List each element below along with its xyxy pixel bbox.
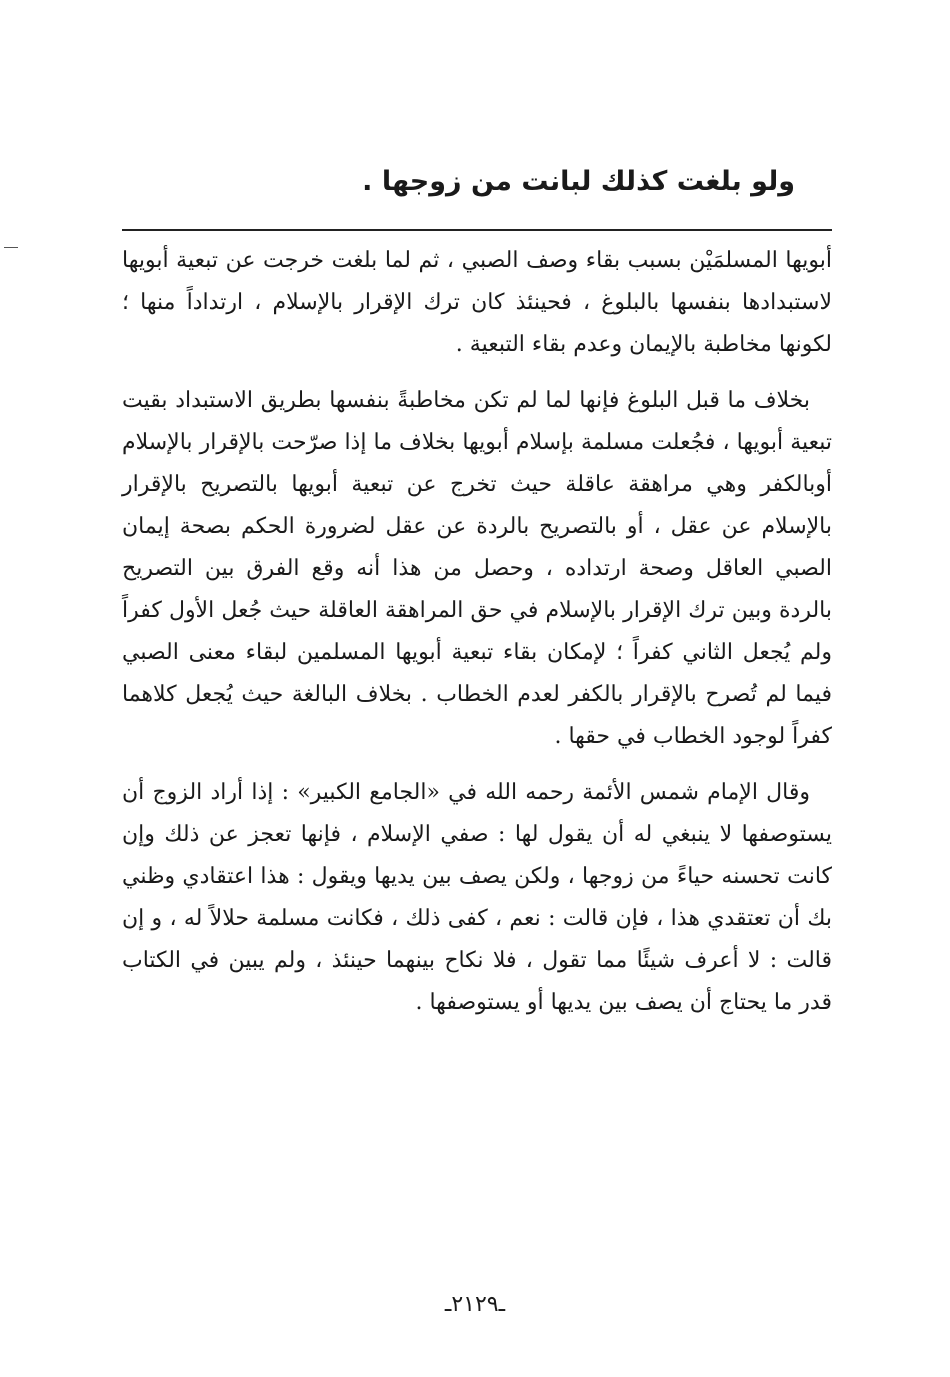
page-number: ـ٢١٢٩ـ bbox=[444, 1292, 506, 1317]
main-text-line: ولو بلغت كذلك لبانت من زوجها . bbox=[362, 166, 795, 197]
margin-mark bbox=[4, 247, 18, 248]
footnote-paragraph-1: أبويها المسلمَيْن بسبب بقاء وصف الصبي ، ثم لما بلغت خرجت عن تبعية أبويها لاستبدادها بنفسها بالبلوغ ، فحينئذ كان ترك الإقرار بالإسلام ، ارتداداً منها ؛ لكونها مخاطبة بالإيمان وعدم بقاء التبعية . bbox=[122, 248, 832, 357]
footnote-block bbox=[122, 240, 832, 1038]
footnote-separator bbox=[122, 229, 832, 231]
footnote-paragraph-2: بخلاف ما قبل البلوغ فإنها لما لم تكن مخاطبةً بنفسها بطريق الاستبداد بقيت تبعية أبويها ، فجُعلت مسلمة بإسلام أبويها بخلاف ما إذا صرّحت بالإقرار بالإسلام أوبالكفر وهي مراهقة عاقلة حيث تخرج عن تبعية أبويها بالتصريح بالإقرار بالإسلام عن عقل ، أو بالتصريح بالردة عن عقل لضرورة الحكم بصحة إيمان الصبي العاقل وصحة ارتداده ، وحصل من هذا أنه وقع الفرق بين التصريح بالردة وبين ترك الإقرار بالإسلام في حق المراهقة العاقلة حيث جُعل الأول كفراً ولم يُجعل الثاني كفراً ؛ لإمكان بقاء تبعية أبويها المسلمين لبقاء معنى الصبي فيما لم تُصرح بالإقرار بالكفر لعدم الخطاب . بخلاف البالغة حيث يُجعل كلاهما كفراً لوجود الخطاب في حقها . bbox=[122, 388, 832, 749]
footnote-paragraph-3: وقال الإمام شمس الأئمة رحمه الله في «الجامع الكبير» : إذا أراد الزوج أن يستوصفها لا ينبغي له أن يقول لها : صفي الإسلام ، فإنها تعجز عن ذلك وإن كانت تحسنه حياءً من زوجها ، ولكن يصف بين يديها ويقول : هذا اعتقادي وظني بك أن تعتقدي هذا ، فإن قالت : نعم ، كفى ذلك ، فكانت مسلمة حلالاً له ، و إن قالت : لا أعرف شيئًا مما تقول ، فلا نكاح بينهما حينئذ ، ولم يبين في الكتاب قدر ما يحتاج أن يصف بين يديها أو يستوصفها . bbox=[122, 780, 832, 1015]
